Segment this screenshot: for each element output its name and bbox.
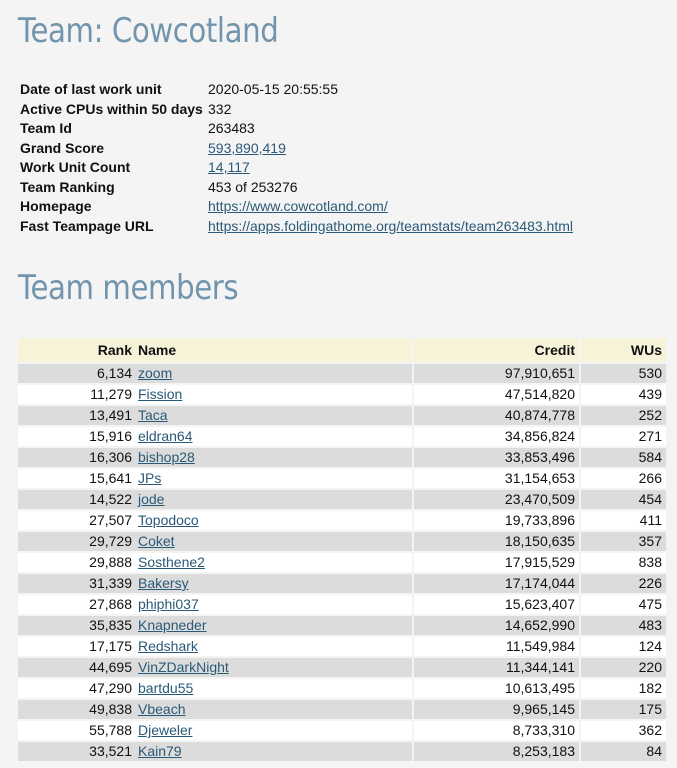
member-name-link[interactable]: Bakersy bbox=[138, 575, 189, 591]
member-credit: 33,853,496 bbox=[412, 448, 579, 467]
member-wus: 483 bbox=[579, 616, 666, 635]
member-name-link[interactable]: bishop28 bbox=[138, 449, 195, 465]
table-row bbox=[18, 448, 666, 467]
table-row bbox=[18, 490, 666, 509]
member-name-link[interactable]: Vbeach bbox=[138, 701, 186, 717]
info-row bbox=[20, 119, 573, 139]
member-rank: 27,507 bbox=[18, 511, 136, 530]
info-label: Work Unit Count bbox=[20, 159, 131, 175]
info-label: Homepage bbox=[20, 198, 92, 214]
column-header-rank[interactable]: Rank bbox=[18, 338, 136, 362]
member-credit: 14,652,990 bbox=[412, 616, 579, 635]
info-row bbox=[20, 178, 573, 198]
info-label: Grand Score bbox=[20, 139, 105, 156]
member-name-link[interactable]: VinZDarkNight bbox=[138, 659, 229, 675]
member-name-cell bbox=[136, 658, 412, 677]
member-name-cell bbox=[136, 490, 412, 509]
member-rank: 11,279 bbox=[18, 385, 136, 404]
info-value-cell: 2020-05-15 20:55:55 bbox=[208, 81, 338, 97]
table-row bbox=[18, 532, 666, 551]
member-wus: 357 bbox=[579, 532, 666, 551]
member-rank: 55,788 bbox=[18, 721, 136, 740]
member-credit: 8,253,183 bbox=[412, 742, 579, 761]
member-credit: 15,623,407 bbox=[412, 595, 579, 614]
member-name-cell bbox=[136, 532, 412, 551]
member-rank: 15,641 bbox=[18, 469, 136, 488]
member-name-cell bbox=[136, 448, 412, 467]
info-label: Date of last work unit bbox=[20, 81, 162, 97]
info-label: Team Id bbox=[20, 120, 72, 136]
table-row bbox=[18, 679, 666, 698]
info-label: Active CPUs within 50 days bbox=[20, 100, 203, 117]
member-name-cell bbox=[136, 385, 412, 404]
member-name-link[interactable]: Coket bbox=[138, 533, 175, 549]
member-name-cell bbox=[136, 469, 412, 488]
table-row bbox=[18, 427, 666, 446]
member-credit: 10,613,495 bbox=[412, 679, 579, 698]
member-name-link[interactable]: bartdu55 bbox=[138, 680, 194, 696]
member-wus: 84 bbox=[579, 742, 666, 761]
member-name-cell bbox=[136, 595, 412, 614]
member-wus: 175 bbox=[579, 700, 666, 719]
member-wus: 124 bbox=[579, 637, 666, 656]
member-wus: 271 bbox=[579, 427, 666, 446]
member-rank: 35,835 bbox=[18, 616, 136, 635]
member-wus: 226 bbox=[579, 574, 666, 593]
team-members-heading: Team members bbox=[18, 268, 239, 308]
member-wus: 220 bbox=[579, 658, 666, 677]
member-credit: 17,174,044 bbox=[412, 574, 579, 593]
member-wus: 838 bbox=[579, 553, 666, 572]
member-credit: 31,154,653 bbox=[412, 469, 579, 488]
table-row bbox=[18, 700, 666, 719]
member-rank: 47,290 bbox=[18, 679, 136, 698]
member-name-cell bbox=[136, 427, 412, 446]
member-name-link[interactable]: zoom bbox=[138, 365, 173, 381]
info-row bbox=[20, 139, 573, 159]
member-rank: 17,175 bbox=[18, 637, 136, 656]
member-name-cell bbox=[136, 511, 412, 530]
table-row bbox=[18, 511, 666, 530]
member-name-link[interactable]: Taca bbox=[138, 407, 168, 423]
member-rank: 44,695 bbox=[18, 658, 136, 677]
member-name-link[interactable]: Sosthene2 bbox=[138, 554, 205, 570]
info-row bbox=[20, 217, 573, 237]
member-wus: 411 bbox=[579, 511, 666, 530]
info-value-cell: 332 bbox=[208, 100, 232, 117]
info-row bbox=[20, 158, 573, 178]
member-wus: 252 bbox=[579, 406, 666, 425]
info-label: Fast Teampage URL bbox=[20, 217, 154, 234]
member-credit: 40,874,778 bbox=[412, 406, 579, 425]
team-info-table bbox=[20, 80, 573, 236]
member-credit: 11,549,984 bbox=[412, 637, 579, 656]
member-name-cell bbox=[136, 700, 412, 719]
table-row bbox=[18, 406, 666, 425]
member-rank: 6,134 bbox=[18, 364, 136, 383]
member-rank: 15,916 bbox=[18, 427, 136, 446]
member-credit: 23,470,509 bbox=[412, 490, 579, 509]
member-rank: 14,522 bbox=[18, 490, 136, 509]
member-credit: 34,856,824 bbox=[412, 427, 579, 446]
member-rank: 27,868 bbox=[18, 595, 136, 614]
member-credit: 97,910,651 bbox=[412, 364, 579, 383]
info-value-cell bbox=[208, 158, 573, 178]
member-name-cell bbox=[136, 616, 412, 635]
member-rank: 49,838 bbox=[18, 700, 136, 719]
info-value-cell: 263483 bbox=[208, 120, 255, 136]
info-value-link[interactable]: 593,890,419 bbox=[208, 139, 286, 156]
member-rank: 33,521 bbox=[18, 742, 136, 761]
member-credit: 9,965,145 bbox=[412, 700, 579, 719]
table-row bbox=[18, 574, 666, 593]
member-name-cell bbox=[136, 742, 412, 761]
member-wus: 530 bbox=[579, 364, 666, 383]
member-name-link[interactable]: jode bbox=[138, 491, 165, 507]
table-row bbox=[18, 469, 666, 488]
column-header-wus[interactable]: WUs bbox=[579, 338, 666, 362]
member-rank: 13,491 bbox=[18, 406, 136, 425]
table-row bbox=[18, 595, 666, 614]
member-name-link[interactable]: Kain79 bbox=[138, 743, 182, 759]
member-name-cell bbox=[136, 637, 412, 656]
member-name-link[interactable]: Djeweler bbox=[138, 722, 193, 738]
member-name-link[interactable]: Fission bbox=[138, 386, 183, 402]
member-credit: 18,150,635 bbox=[412, 532, 579, 551]
members-header-row bbox=[18, 338, 666, 362]
member-wus: 182 bbox=[579, 679, 666, 698]
member-rank: 16,306 bbox=[18, 448, 136, 467]
member-name-link[interactable]: Knapneder bbox=[138, 617, 207, 633]
column-header-credit[interactable]: Credit bbox=[412, 338, 579, 362]
member-credit: 47,514,820 bbox=[412, 385, 579, 404]
member-name-link[interactable]: Topodoco bbox=[138, 512, 199, 528]
info-value-link[interactable]: https://www.cowcotland.com/ bbox=[208, 198, 388, 214]
info-value-cell bbox=[208, 217, 573, 237]
member-wus: 439 bbox=[579, 385, 666, 404]
member-wus: 584 bbox=[579, 448, 666, 467]
member-name-cell bbox=[136, 406, 412, 425]
column-header-name[interactable]: Name bbox=[136, 338, 412, 362]
member-name-cell bbox=[136, 364, 412, 383]
info-row bbox=[20, 100, 573, 120]
table-row bbox=[18, 616, 666, 635]
member-name-cell bbox=[136, 553, 412, 572]
info-row bbox=[20, 197, 573, 217]
page-title: Team: Cowcotland bbox=[18, 11, 279, 51]
member-name-cell bbox=[136, 574, 412, 593]
member-name-cell bbox=[136, 721, 412, 740]
info-row bbox=[20, 80, 573, 100]
member-name-link[interactable]: eldran64 bbox=[138, 428, 193, 444]
member-wus: 475 bbox=[579, 595, 666, 614]
table-row bbox=[18, 637, 666, 656]
table-row bbox=[18, 553, 666, 572]
member-wus: 454 bbox=[579, 490, 666, 509]
member-credit: 19,733,896 bbox=[412, 511, 579, 530]
member-name-cell bbox=[136, 679, 412, 698]
info-value-cell: 453 of 253276 bbox=[208, 178, 298, 195]
member-rank: 29,729 bbox=[18, 532, 136, 551]
member-credit: 11,344,141 bbox=[412, 658, 579, 677]
table-row bbox=[18, 742, 666, 761]
info-value-link[interactable]: https://apps.foldingathome.org/teamstats/team263483.html bbox=[208, 217, 573, 234]
member-rank: 29,888 bbox=[18, 553, 136, 572]
info-value-link[interactable]: 14,117 bbox=[208, 159, 250, 175]
info-value-cell bbox=[208, 197, 573, 217]
member-wus: 362 bbox=[579, 721, 666, 740]
table-row bbox=[18, 721, 666, 740]
team-members-table bbox=[18, 336, 666, 763]
member-name-link[interactable]: JPs bbox=[138, 470, 162, 486]
info-value-cell bbox=[208, 139, 573, 159]
member-credit: 17,915,529 bbox=[412, 553, 579, 572]
member-name-link[interactable]: Redshark bbox=[138, 638, 198, 654]
info-label: Team Ranking bbox=[20, 178, 115, 195]
member-credit: 8,733,310 bbox=[412, 721, 579, 740]
member-rank: 31,339 bbox=[18, 574, 136, 593]
member-name-link[interactable]: phiphi037 bbox=[138, 596, 199, 612]
member-wus: 266 bbox=[579, 469, 666, 488]
table-row bbox=[18, 385, 666, 404]
table-row bbox=[18, 364, 666, 383]
table-row bbox=[18, 658, 666, 677]
